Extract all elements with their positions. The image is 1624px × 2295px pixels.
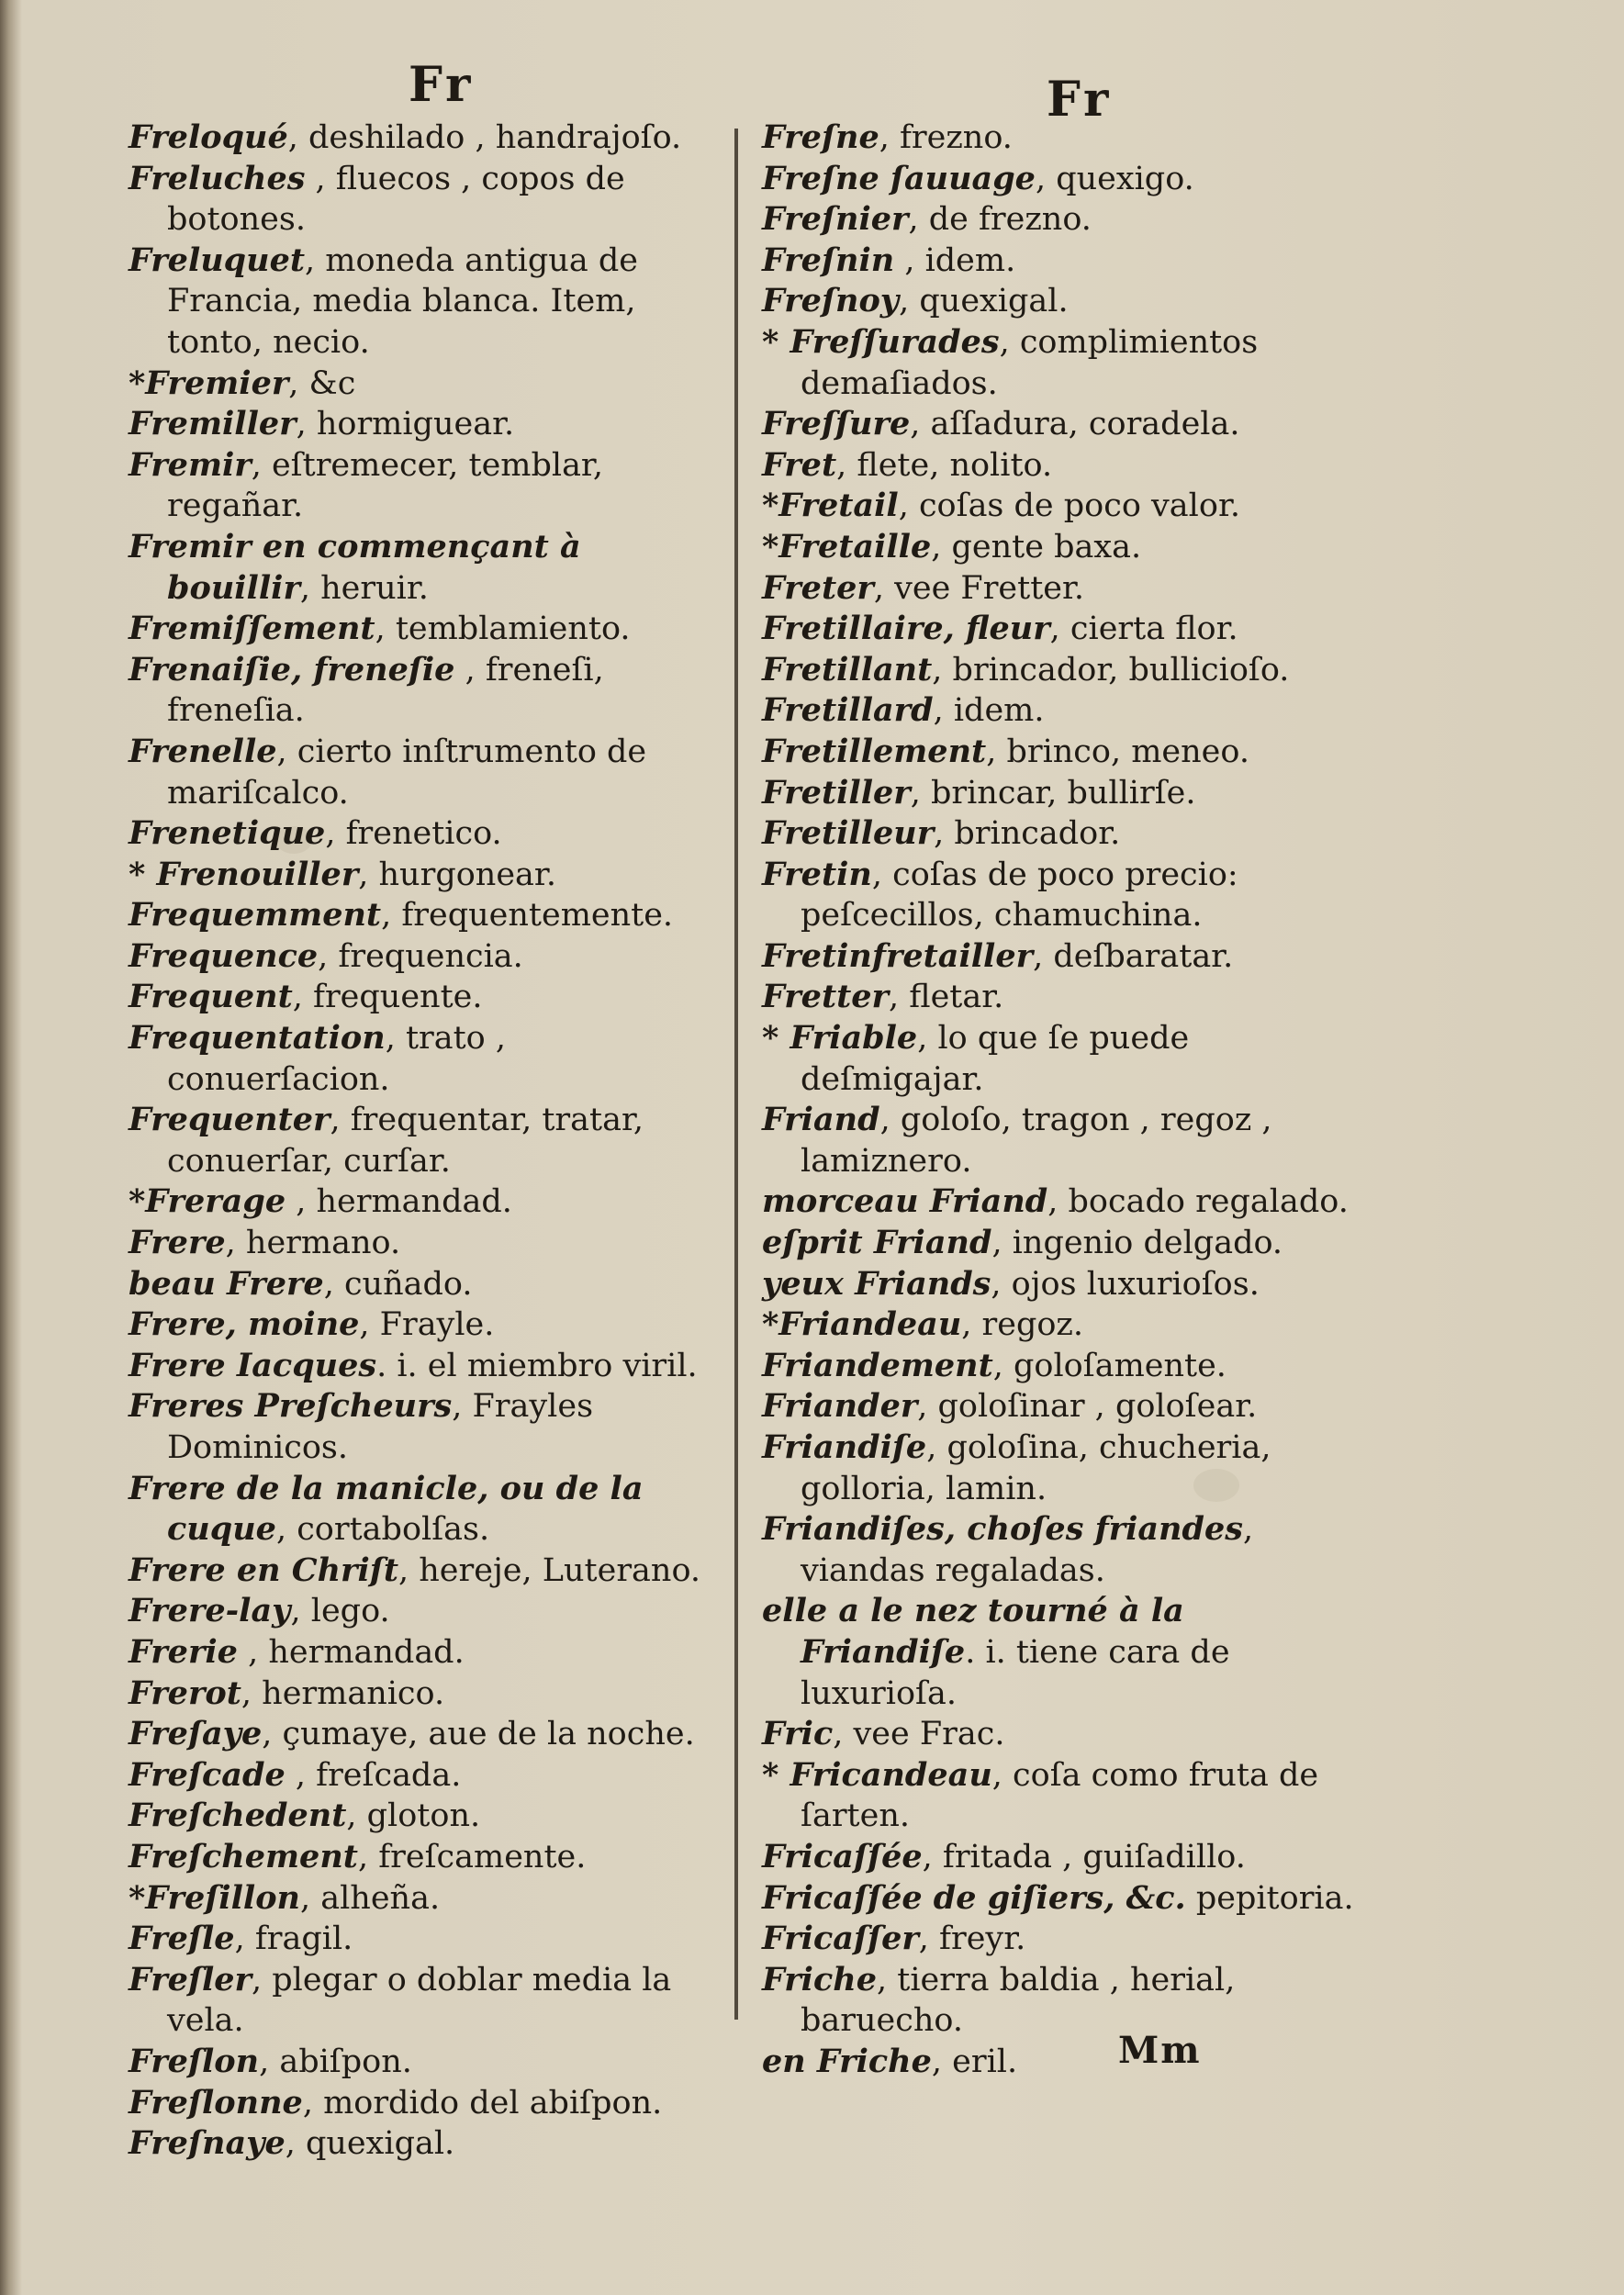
dictionary-entry: [762, 609, 1368, 650]
entry-definition: , moneda antigua de Francia, media blanca. Item, tonto, necio.: [167, 241, 638, 361]
entry-definition: , goloſinar , goloſear.: [917, 1388, 1258, 1426]
entry-definition: , brinco, meneo.: [986, 733, 1249, 770]
entry-headword: Friander: [762, 1387, 918, 1426]
entry-definition: , freneſi, freneſia.: [167, 651, 604, 730]
entry-definition: , freſcada.: [285, 1756, 462, 1794]
entry-headword: Frenetique: [129, 814, 326, 853]
dictionary-entry: [129, 2123, 730, 2165]
entry-headword: Fretiller: [762, 773, 911, 812]
entry-definition: , fluecos , copos de botones.: [167, 160, 625, 239]
entry-headword: Fretin: [762, 855, 872, 893]
dictionary-entry: [762, 2042, 1368, 2083]
entry-headword: *Freſillon: [129, 1878, 300, 1917]
entry-headword: *Fretaille: [762, 527, 932, 565]
dictionary-entry: [129, 1181, 730, 1223]
entry-definition: , plegar o doblar media la vela.: [167, 1961, 672, 2040]
dictionary-entry: [129, 445, 730, 527]
dictionary-entry: [762, 813, 1368, 855]
dictionary-entry: [762, 690, 1368, 732]
entry-headword: *Fretail: [762, 487, 899, 525]
entry-definition: , coſa como fruta de ſarten.: [801, 1756, 1319, 1835]
dictionary-entry: [129, 159, 730, 241]
dictionary-entry: [129, 609, 730, 650]
entry-headword: Freſne ſauuage: [762, 159, 1036, 197]
entry-definition: , aſſadura, coradela.: [910, 406, 1240, 443]
entry-definition: , cortabolſas.: [275, 1511, 490, 1549]
entry-definition: , cuñado.: [323, 1265, 473, 1303]
entry-definition: , Frayles Dominicos.: [167, 1388, 594, 1466]
entry-headword: Fricaſſée: [762, 1837, 923, 1875]
dictionary-entry: [762, 445, 1368, 487]
entry-headword: Frequemment: [129, 896, 382, 935]
dictionary-entry: [762, 1181, 1368, 1223]
entry-headword: Fric: [762, 1715, 834, 1753]
dictionary-entry: [129, 364, 730, 405]
entry-definition: , eril.: [931, 2043, 1018, 2080]
dictionary-entry: [762, 773, 1368, 814]
dictionary-entry: [762, 1714, 1368, 1755]
dictionary-entry: [129, 895, 730, 936]
entry-headword: Freſlon: [129, 2042, 260, 2080]
dictionary-entry: [129, 1469, 730, 1551]
entry-headword: Fricaſſée de giſiers, &c.: [762, 1878, 1186, 1917]
entry-definition: , hormiguear.: [296, 406, 515, 443]
entry-definition: , regoz.: [961, 1306, 1084, 1344]
entry-definition: , hurgonear.: [358, 856, 556, 893]
entry-headword: Freſnoy: [762, 282, 900, 320]
dictionary-entry: [129, 1591, 730, 1632]
entry-headword: Fretillard: [762, 691, 934, 730]
entry-definition: , deſbaratar.: [1033, 937, 1234, 975]
entry-headword: beau Frere: [129, 1264, 324, 1303]
entry-definition: , frequente.: [292, 979, 483, 1016]
entry-headword: Frerie: [129, 1632, 238, 1671]
entry-headword: Freres Preſcheurs: [129, 1387, 453, 1426]
entry-definition: , idem.: [933, 692, 1045, 730]
entry-definition: , hermandad.: [237, 1633, 465, 1671]
entry-definition: . i. tiene cara de luxurioſa.: [801, 1633, 1230, 1712]
entry-definition: , trato , conuerſacion.: [167, 1020, 506, 1098]
entry-definition: , flete, nolito.: [836, 446, 1053, 484]
dictionary-entry: [762, 1837, 1368, 1878]
entry-definition: , cierto inſtrumento de mariſcalco.: [167, 733, 647, 812]
entry-definition: , goloſamente.: [992, 1347, 1226, 1384]
dictionary-entry: [129, 1878, 730, 1920]
entry-headword: Frequent: [129, 978, 293, 1016]
entry-headword: *Fremier: [129, 364, 289, 402]
entry-definition: , lego.: [290, 1593, 390, 1630]
dictionary-entry: [129, 1304, 730, 1346]
dictionary-entry: [129, 1018, 730, 1100]
entry-definition: , idem.: [894, 241, 1016, 279]
dictionary-entry: [762, 1878, 1368, 1920]
dictionary-entry: [762, 486, 1368, 527]
dictionary-entry: [129, 1386, 730, 1468]
dictionary-entry: [129, 732, 730, 813]
dictionary-entry: [762, 1591, 1368, 1714]
dictionary-entry: [762, 1427, 1368, 1509]
dictionary-entry: [762, 977, 1368, 1018]
left-column: [129, 118, 730, 2165]
entry-headword: Freloqué: [129, 118, 288, 156]
column-divider: [734, 129, 738, 2020]
entry-definition: , temblamiento.: [375, 610, 631, 648]
entry-definition: , &c: [288, 364, 356, 402]
entry-definition: , coſas de poco valor.: [898, 487, 1240, 525]
entry-headword: Frequenter: [129, 1101, 330, 1139]
entry-headword: Fretillaire, fleur: [762, 610, 1050, 648]
entry-headword: Fretinfretailler: [762, 936, 1034, 975]
dictionary-entry: [129, 1223, 730, 1264]
running-head-left: Fr: [409, 57, 475, 113]
entry-definition: , eſtremecer, temblar, regañar.: [167, 446, 603, 525]
entry-definition: , Frayle.: [359, 1306, 495, 1344]
entry-headword: Fremiller: [129, 405, 297, 443]
entry-definition: , vee Fretter.: [873, 569, 1084, 607]
entry-definition: , goloſina, chucheria, golloria, lamin.: [801, 1429, 1271, 1507]
entry-definition: , deshilado , handrajoſo.: [287, 119, 682, 156]
entry-definition: , ojos luxurioſos.: [991, 1265, 1260, 1303]
dictionary-entry: [129, 813, 730, 855]
dictionary-entry: [762, 732, 1368, 773]
entry-headword: Frere, moine: [129, 1305, 360, 1344]
entry-definition: , çumaye, aue de la noche.: [262, 1716, 695, 1753]
entry-definition: , fletar.: [888, 979, 1004, 1016]
entry-headword: morceau Friand: [762, 1182, 1048, 1221]
entry-definition: , viandas regaladas.: [801, 1511, 1254, 1589]
entry-definition: , de frezno.: [908, 201, 1092, 239]
entry-definition: , frequencia.: [318, 937, 523, 975]
dictionary-entry: [129, 1919, 730, 1960]
dictionary-entry: [129, 1346, 730, 1387]
entry-headword: * Fricandeau: [762, 1755, 992, 1794]
entry-definition: , mordido del abiſpon.: [302, 2084, 663, 2121]
entry-headword: Freſcade: [129, 1755, 286, 1794]
entry-headword: Frenelle: [129, 732, 277, 770]
entry-headword: Fretillement: [762, 732, 987, 770]
entry-definition: , hermandad.: [286, 1183, 512, 1221]
entry-headword: Freſchement: [129, 1837, 358, 1875]
dictionary-entry: [129, 1674, 730, 1715]
entry-headword: Frequentation: [129, 1019, 386, 1058]
entry-headword: Freſne: [762, 118, 879, 156]
entry-headword: Fremir: [129, 445, 252, 484]
entry-headword: Fretter: [762, 978, 889, 1016]
entry-definition: , frezno.: [879, 119, 1013, 156]
entry-definition: . i. el miembro viril.: [376, 1347, 698, 1384]
entry-headword: * Freſſurades: [762, 322, 1000, 361]
dictionary-entry: [762, 1755, 1368, 1837]
entry-headword: Friandiſes, choſes friandes: [762, 1510, 1243, 1549]
dictionary-entry: [129, 1632, 730, 1674]
entry-headword: Frerot: [129, 1674, 241, 1712]
entry-headword: Freſnin: [762, 241, 895, 279]
dictionary-entry: [762, 527, 1368, 568]
entry-definition: pepitoria.: [1185, 1879, 1354, 1917]
entry-headword: Friandiſe: [762, 1428, 927, 1466]
dictionary-entry: [129, 936, 730, 978]
entry-headword: * Friable: [762, 1019, 918, 1058]
entry-headword: Freſler: [129, 1960, 252, 1998]
entry-definition: , brincador.: [934, 815, 1121, 853]
entry-definition: , hereje, Luterano.: [398, 1551, 701, 1589]
dictionary-entry: [762, 1304, 1368, 1346]
entry-definition: , brincar, bullirſe.: [910, 774, 1196, 812]
dictionary-entry: [129, 1264, 730, 1305]
entry-headword: Fremir en commençant à bouillir: [129, 527, 581, 607]
entry-headword: Friand: [762, 1101, 880, 1139]
entry-headword: Freter: [762, 568, 874, 607]
entry-headword: Freſlonne: [129, 2083, 303, 2121]
entry-definition: , quexigal.: [285, 2125, 455, 2163]
right-column: [762, 118, 1368, 2083]
dictionary-entry: [762, 855, 1368, 936]
entry-headword: Fretillant: [762, 650, 933, 688]
entry-headword: Fremiſſement: [129, 610, 375, 648]
dictionary-entry: [762, 1223, 1368, 1264]
entry-definition: , hermanico.: [241, 1674, 445, 1712]
dictionary-entry: [762, 1509, 1368, 1591]
entry-headword: Frere en Chriſt: [129, 1551, 398, 1589]
dictionary-entry: [762, 159, 1368, 200]
entry-headword: elle a le nez tourné à la Friandiſe: [762, 1592, 1184, 1671]
dictionary-entry: [129, 2042, 730, 2083]
dictionary-entry: [762, 1100, 1368, 1181]
entry-headword: Freſſure: [762, 405, 911, 443]
dictionary-entry: [762, 404, 1368, 445]
entry-definition: , bocado regalado.: [1047, 1183, 1349, 1221]
dictionary-entry: [762, 118, 1368, 159]
dictionary-entry: [129, 241, 730, 364]
entry-headword: Freluches: [129, 159, 306, 197]
dictionary-entry: [129, 118, 730, 159]
dictionary-entry: [762, 281, 1368, 322]
entry-headword: Freſaye: [129, 1715, 263, 1753]
dictionary-entry: [762, 568, 1368, 610]
entry-headword: en Friche: [762, 2042, 932, 2080]
entry-headword: Friandement: [762, 1346, 993, 1384]
entry-headword: Fretilleur: [762, 814, 935, 853]
entry-headword: Frequence: [129, 936, 319, 975]
entry-definition: , vee Frac.: [833, 1716, 1005, 1753]
dictionary-entry: [762, 1018, 1368, 1100]
entry-headword: Freſchedent: [129, 1797, 347, 1835]
entry-definition: , ingenio delgado.: [991, 1225, 1283, 1262]
entry-headword: Frere-lay: [129, 1592, 291, 1630]
signature-mark: Mm: [1118, 2029, 1202, 2072]
entry-headword: Frere: [129, 1224, 226, 1262]
dictionary-entry: [762, 936, 1368, 978]
entry-headword: Freluquet: [129, 241, 306, 279]
dictionary-entry: [129, 650, 730, 732]
entry-definition: , frequentemente.: [381, 897, 674, 935]
dictionary-entry: [129, 1755, 730, 1797]
dictionary-entry: [762, 650, 1368, 691]
entry-definition: , frequentar, tratar, conuerſar, curſar.: [167, 1102, 644, 1180]
entry-definition: , fragil.: [234, 1920, 353, 1958]
dictionary-entry: [129, 1100, 730, 1181]
entry-headword: Freſnier: [762, 200, 909, 239]
entry-headword: Frere Iacques: [129, 1346, 377, 1384]
entry-definition: , tierra baldia , herial, baruecho.: [801, 1961, 1236, 2040]
entry-definition: , complimientos demaſiados.: [801, 323, 1259, 402]
entry-definition: , freſcamente.: [357, 1838, 587, 1875]
entry-definition: , freyr.: [918, 1920, 1026, 1958]
entry-definition: , gloton.: [346, 1797, 481, 1835]
dictionary-entry: [129, 1551, 730, 1592]
entry-definition: , brincador, bulliciοſo.: [932, 651, 1290, 688]
entry-headword: yeux Friands: [762, 1264, 991, 1303]
dictionary-entry: [762, 1264, 1368, 1305]
entry-headword: Fret: [762, 445, 837, 484]
entry-definition: , frenetico.: [325, 815, 502, 853]
entry-definition: , goloſo, tragon , regoz , lamiznero.: [801, 1102, 1272, 1180]
dictionary-entry: [762, 199, 1368, 241]
dictionary-entry: [762, 241, 1368, 282]
entry-headword: Frere de la manicle, ou de la cuque: [129, 1469, 644, 1549]
dictionary-entry: [129, 1837, 730, 1878]
dictionary-entry: [762, 1960, 1368, 2042]
dictionary-entry: [129, 855, 730, 896]
entry-headword: *Frerage: [129, 1182, 286, 1221]
entry-definition: , alheña.: [299, 1879, 441, 1917]
dictionary-entry: [762, 1386, 1368, 1427]
entry-definition: , abiſpon.: [259, 2043, 412, 2080]
dictionary-entry: [762, 322, 1368, 404]
entry-headword: Freſle: [129, 1920, 235, 1958]
dictionary-entry: [129, 2083, 730, 2124]
entry-definition: , cierta flor.: [1049, 610, 1238, 648]
entry-headword: Frenaiſie, freneſie: [129, 650, 455, 688]
dictionary-entry: [129, 1714, 730, 1755]
entry-definition: , gente baxa.: [931, 528, 1142, 565]
entry-headword: *Friandeau: [762, 1305, 962, 1344]
running-head-right: Fr: [1047, 72, 1113, 128]
dictionary-entry: [129, 1960, 730, 2042]
dictionary-entry: [129, 977, 730, 1018]
entry-definition: , lo que ſe puede deſmigajar.: [801, 1020, 1190, 1098]
entry-headword: Freſnaye: [129, 2124, 286, 2163]
entry-definition: , heruir.: [299, 569, 429, 607]
entry-definition: , fritada , guiſadillo.: [922, 1838, 1246, 1875]
dictionary-entry: [762, 1919, 1368, 1960]
entry-headword: * Frenouiller: [129, 855, 359, 893]
entry-definition: , coſas de poco precio: peſcecillos, chamuchina.: [801, 856, 1238, 935]
entry-definition: , quexigo.: [1035, 160, 1194, 197]
dictionary-entry: [762, 1346, 1368, 1387]
entry-headword: Fricaſſer: [762, 1920, 919, 1958]
entry-definition: , quexigal.: [899, 283, 1069, 320]
entry-definition: , hermano.: [225, 1225, 401, 1262]
dictionary-entry: [129, 527, 730, 609]
dictionary-entry: [129, 1796, 730, 1837]
entry-headword: eſprit Friand: [762, 1224, 992, 1262]
dictionary-entry: [129, 404, 730, 445]
entry-headword: Friche: [762, 1960, 877, 1998]
